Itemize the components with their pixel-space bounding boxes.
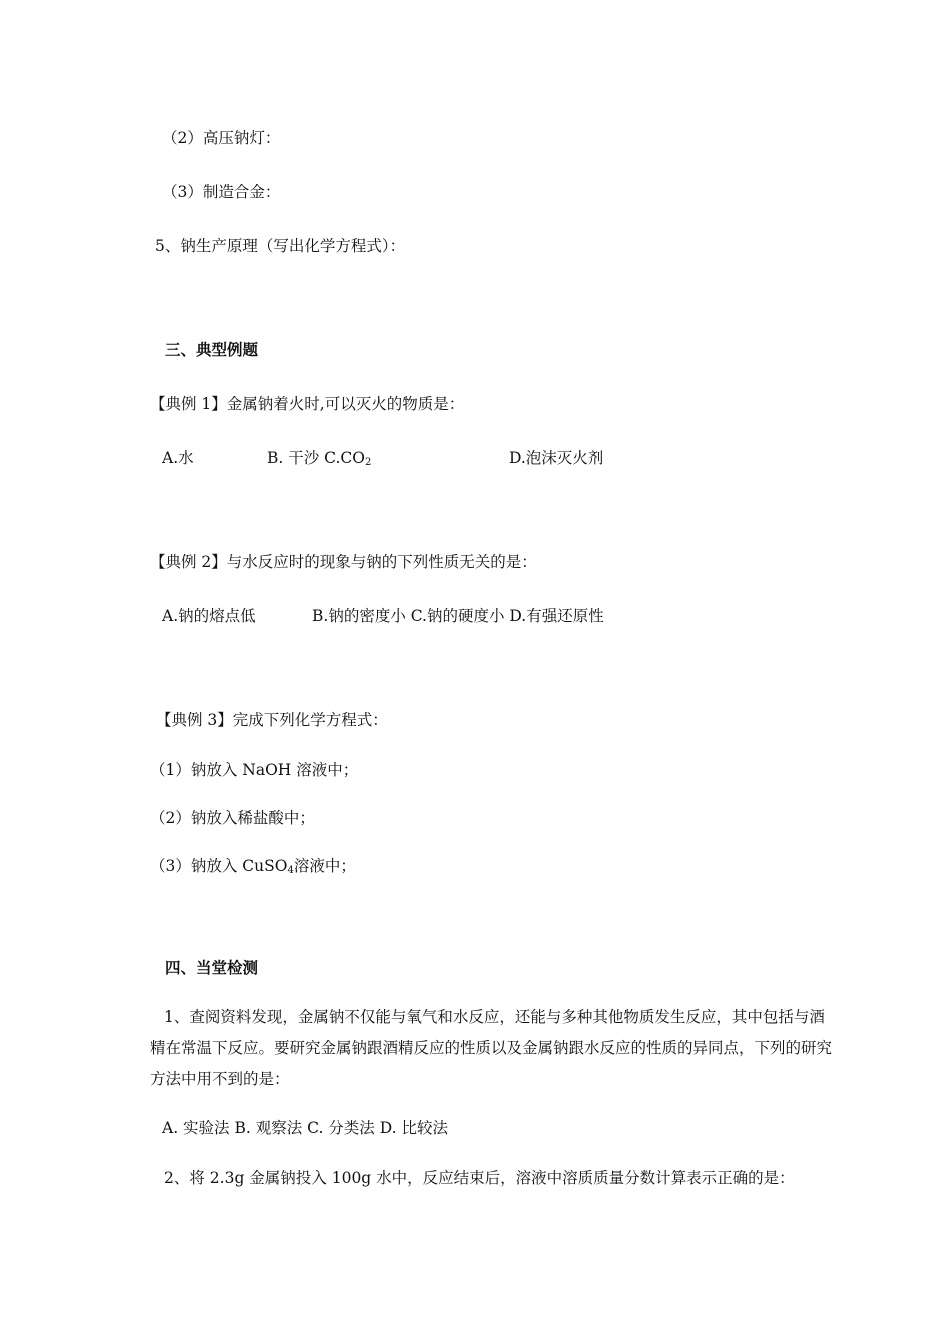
item-sodium-production: 5、钠生产原理（写出化学方程式）： xyxy=(155,237,406,255)
example-3-item-3 xyxy=(150,856,356,876)
example-2-option-a: A.钠的熔点低 xyxy=(162,607,256,625)
example-1-option-b-c xyxy=(267,448,371,468)
example-1-co2-subscript: 2 xyxy=(364,457,372,468)
example-3-item-1: （1）钠放入 NaOH 溶液中； xyxy=(150,761,359,779)
item-high-pressure-sodium-lamp: （2）高压钠灯： xyxy=(162,129,281,147)
example-3-cuso4-subscript: 4 xyxy=(287,865,294,876)
example-2-question: 【典例 2】与水反应时的现象与钠的下列性质无关的是： xyxy=(150,553,537,571)
test-question-1-options: A. 实验法 B. 观察法 C. 分类法 D. 比较法 xyxy=(162,1119,448,1137)
example-3-question: 【典例 3】完成下列化学方程式： xyxy=(156,711,388,729)
example-1-option-a: A.水 xyxy=(162,449,194,467)
item-alloy-making: （3）制造合金： xyxy=(162,183,281,201)
test-question-2: 2、将 2.3g 金属钠投入 100g 水中，反应结束后，溶液中溶质质量分数计算表示正确的是： xyxy=(164,1169,795,1187)
example-1-question: 【典例 1】金属钠着火时,可以灭火的物质是： xyxy=(150,395,465,413)
example-3-item-2: （2）钠放入稀盐酸中； xyxy=(150,809,315,827)
example-3-item-3-text: （3）钠放入 CuSO xyxy=(150,857,288,875)
example-1-option-b-c-text: B. 干沙 C.CO xyxy=(267,449,365,467)
example-1-option-d: D.泡沫灭火剂 xyxy=(509,449,604,467)
section-heading-examples: 三、典型例题 xyxy=(165,340,259,359)
example-2-options-b-c-d: B.钠的密度小 C.钠的硬度小 D.有强还原性 xyxy=(312,607,604,625)
test-question-1: 1、查阅资料发现，金属钠不仅能与氧气和水反应，还能与多种其他物质发生反应，其中包括与酒精在常温下反应。要研究金属钠跟酒精反应的性质以及金属钠跟水反应的性质的异同点，下列的研究方法中用不到的是： xyxy=(150,1008,833,1088)
section-heading-in-class-test: 四、当堂检测 xyxy=(165,958,259,977)
example-3-item-3-tail: 溶液中； xyxy=(293,857,356,875)
